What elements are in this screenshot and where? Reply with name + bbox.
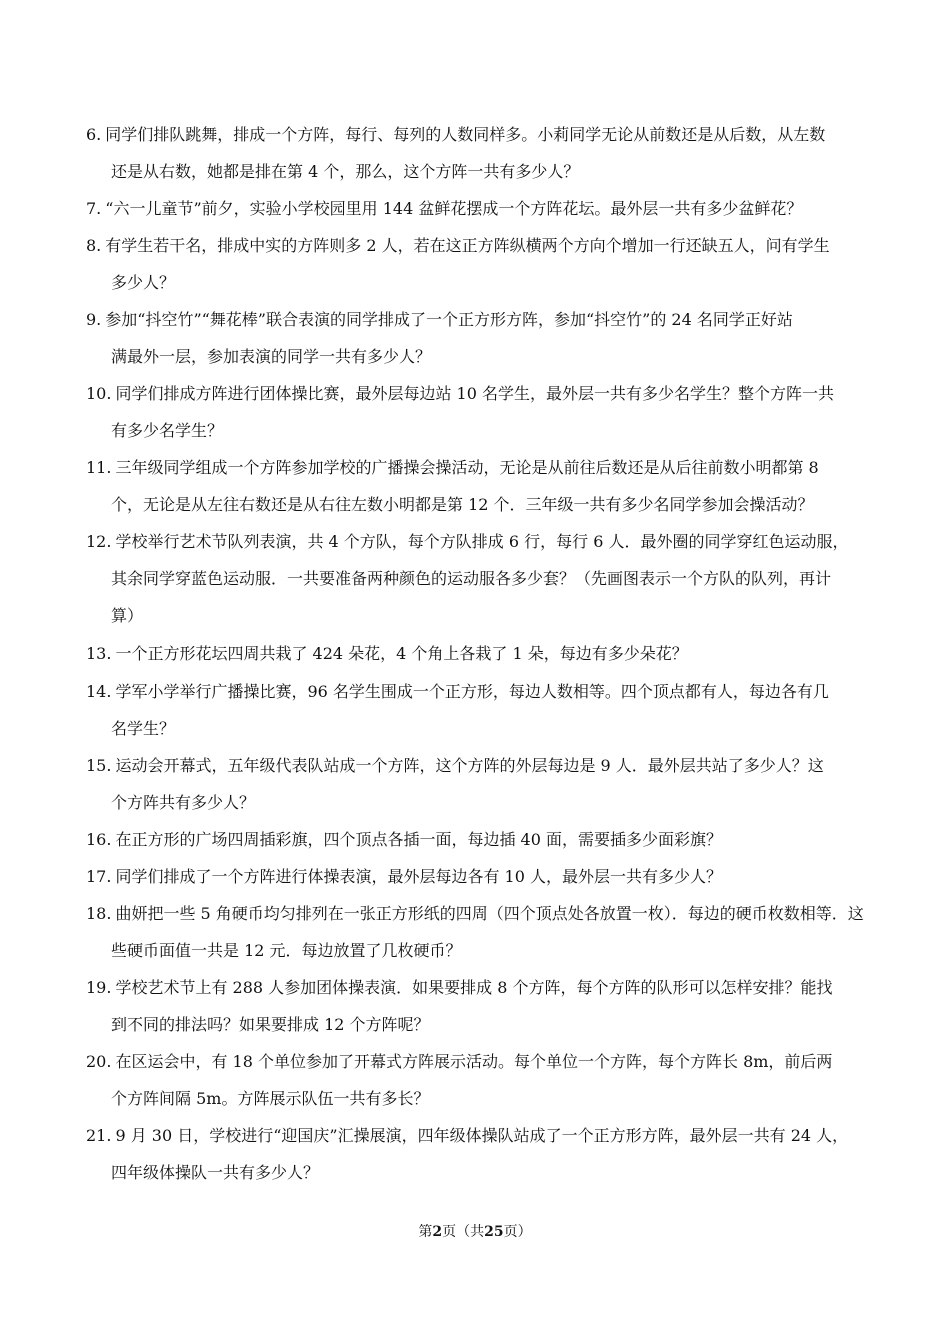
question-text: 参加“抖空竹”“舞花棒”联合表演的同学排成了一个正方形方阵，参加“抖空竹”的 24 名同学正好站 [105, 310, 793, 329]
question-text: 还是从右数，她都是排在第 4 个，那么，这个方阵一共有多少人？ [111, 162, 580, 181]
question-number: 6. [86, 125, 102, 144]
question-text: 学军小学举行广播操比赛，96 名学生围成一个正方形，每边人数相等。四个顶点都有人，每边各有几 [115, 682, 829, 701]
footer-suffix: 页） [503, 1224, 532, 1240]
question-21 [86, 1117, 866, 1191]
question-text: 在区运会中，有 18 个单位参加了开幕式方阵展示活动。每个单位一个方阵，每个方阵长 8m，前后两 [115, 1052, 833, 1071]
question-number: 17. [86, 867, 112, 886]
question-number: 16. [86, 830, 112, 849]
question-first-line [86, 895, 866, 932]
footer-middle: 页（共 [442, 1224, 485, 1240]
question-number: 21. [86, 1126, 112, 1145]
question-first-line [86, 969, 866, 1006]
question-text: “六一儿童节”前夕，实验小学校园里用 144 盆鲜花摆成一个方阵花坛。最外层一共有多少盆鲜花？ [105, 199, 803, 218]
page-footer [0, 1222, 950, 1242]
question-15 [86, 747, 866, 821]
footer-prefix: 第 [418, 1224, 433, 1240]
question-number: 18. [86, 904, 112, 923]
question-18 [86, 895, 866, 969]
question-number: 9. [86, 310, 102, 329]
question-text: 一个正方形花坛四周共栽了 424 朵花，4 个角上各栽了 1 朵，每边有多少朵花？ [115, 644, 688, 663]
footer-page-number: 2 [432, 1224, 443, 1240]
question-first-line [86, 190, 866, 227]
question-text: 运动会开幕式，五年级代表队站成一个方阵，这个方阵的外层每边是 9 人．最外层共站了多少人？这 [115, 756, 824, 775]
question-text: 算） [111, 606, 144, 625]
question-text: 个，无论是从左往右数还是从右往左数小明都是第 12 个．三年级一共有多少名同学参加会操活动？ [111, 495, 814, 514]
question-17 [86, 858, 866, 895]
question-text: 同学们排成了一个方阵进行体操表演，最外层每边各有 10 人，最外层一共有多少人？ [115, 867, 722, 886]
question-text: 满最外一层，参加表演的同学一共有多少人？ [111, 347, 432, 366]
question-number: 10. [86, 384, 112, 403]
question-text: 个方阵共有多少人？ [111, 793, 256, 812]
question-9 [86, 301, 866, 375]
question-text: 同学们排队跳舞，排成一个方阵，每行、每列的人数同样多。小莉同学无论从前数还是从后数，从左数 [105, 125, 826, 144]
question-first-line [86, 116, 866, 153]
question-number: 13. [86, 644, 112, 663]
question-first-line [86, 1117, 866, 1154]
question-number: 20. [86, 1052, 112, 1071]
question-7 [86, 190, 866, 227]
question-first-line [86, 375, 866, 412]
question-text: 多少人？ [111, 273, 176, 292]
question-11 [86, 449, 866, 523]
question-first-line [86, 673, 866, 710]
question-number: 19. [86, 978, 112, 997]
question-6 [86, 116, 866, 190]
question-12 [86, 523, 866, 634]
question-first-line [86, 821, 866, 858]
question-13 [86, 635, 866, 672]
question-number: 7. [86, 199, 102, 218]
question-first-line [86, 1043, 866, 1080]
question-number: 12. [86, 532, 112, 551]
question-text: 到不同的排法吗？如果要排成 12 个方阵呢？ [111, 1015, 430, 1034]
question-20 [86, 1043, 866, 1117]
footer-total-pages: 25 [484, 1224, 504, 1240]
question-number: 11. [86, 458, 112, 477]
question-text: 同学们排成方阵进行团体操比赛，最外层每边站 10 名学生，最外层一共有多少名学生？整个方阵一共 [115, 384, 834, 403]
question-number: 14. [86, 682, 112, 701]
question-first-line [86, 858, 866, 895]
question-text: 四年级体操队一共有多少人？ [111, 1163, 320, 1182]
question-first-line [86, 635, 866, 672]
question-first-line [86, 747, 866, 784]
question-text: 在正方形的广场四周插彩旗，四个顶点各插一面，每边插 40 面，需要插多少面彩旗？ [115, 830, 722, 849]
question-text: 有多少名学生？ [111, 421, 224, 440]
question-first-line [86, 227, 866, 264]
question-text: 三年级同学组成一个方阵参加学校的广播操会操活动，无论是从前往后数还是从后往前数小明都第 8 [115, 458, 819, 477]
question-8 [86, 227, 866, 301]
question-number: 8. [86, 236, 102, 255]
question-first-line [86, 301, 866, 338]
question-text: 名学生？ [111, 719, 176, 738]
question-first-line [86, 523, 866, 560]
question-first-line [86, 449, 866, 486]
question-text: 个方阵间隔 5m。方阵展示队伍一共有多长？ [111, 1089, 430, 1108]
question-text: 有学生若干名，排成中实的方阵则多 2 人，若在这正方阵纵横两个方向个增加一行还缺五人，问有学生 [105, 236, 830, 255]
question-text: 曲妍把一些 5 角硬币均匀排列在一张正方形纸的四周（四个顶点处各放置一枚）．每边的硬币枚数相等．这 [115, 904, 864, 923]
question-16 [86, 821, 866, 858]
question-text: 9 月 30 日，学校进行“迎国庆”汇操展演，四年级体操队站成了一个正方形方阵，最外层一共有 24 人， [115, 1126, 849, 1145]
question-14 [86, 673, 866, 747]
question-text: 些硬币面值一共是 12 元．每边放置了几枚硬币？ [111, 941, 462, 960]
question-text: 学校举行艺术节队列表演，共 4 个方队，每个方队排成 6 行，每行 6 人．最外圈的同学穿红色运动服， [115, 532, 849, 551]
question-text: 学校艺术节上有 288 人参加团体操表演．如果要排成 8 个方阵，每个方阵的队形可以怎样安排？能找 [115, 978, 833, 997]
question-number: 15. [86, 756, 112, 775]
question-10 [86, 375, 866, 449]
question-text: 其余同学穿蓝色运动服．一共要准备两种颜色的运动服各多少套？（先画图表示一个方队的队列，再计 [111, 569, 832, 588]
question-19 [86, 969, 866, 1043]
